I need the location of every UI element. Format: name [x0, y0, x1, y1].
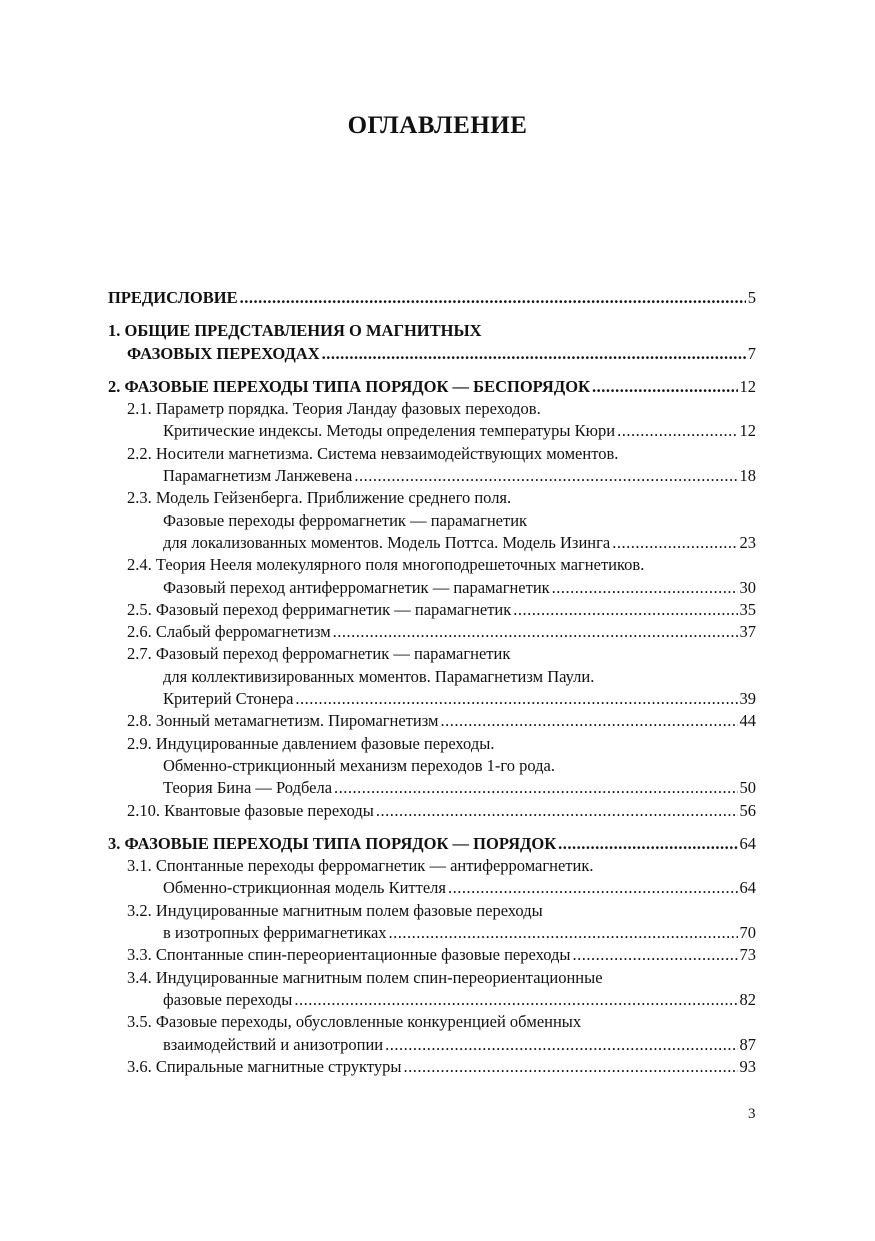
- toc-entry-title: взаимодействий и анизотропии: [163, 1034, 384, 1054]
- toc-page-number: 64: [739, 878, 756, 898]
- toc-entry-2-5[interactable]: [108, 599, 756, 621]
- toc-entry-3-3[interactable]: [108, 944, 756, 966]
- toc-entry-title: 2.4. Теория Нееля молекулярного поля многоподрешеточных магнетиков.: [127, 555, 645, 575]
- dot-leader: [376, 800, 738, 822]
- toc-page-number: 23: [739, 532, 756, 552]
- toc-entry-title: 2.5. Фазовый переход ферримагнетик — парамагнетик: [127, 599, 512, 619]
- toc-page-number: 56: [739, 800, 756, 820]
- dot-leader: [240, 287, 746, 309]
- toc-entry-title: 2.3. Модель Гейзенберга. Приближение среднего поля.: [127, 488, 512, 508]
- toc-entry-title: Критерий Стонера: [163, 689, 294, 709]
- dot-leader: [295, 688, 737, 710]
- toc-entry-title: 3.1. Спонтанные переходы ферромагнетик — антиферромагнетик.: [127, 856, 594, 876]
- toc-entry-title: 2.7. Фазовый переход ферромагнетик — парамагнетик: [127, 644, 511, 664]
- toc-entry-3-6[interactable]: [108, 1056, 756, 1078]
- toc-entry-chapter-1[interactable]: [108, 320, 756, 365]
- toc-entry-2-6[interactable]: [108, 621, 756, 643]
- toc-entry-title: в изотропных ферримагнетиках: [163, 923, 387, 943]
- toc-entry-title: 1. ОБЩИЕ ПРЕДСТАВЛЕНИЯ О МАГНИТНЫХ: [108, 321, 482, 341]
- toc-entry-title: 3. ФАЗОВЫЕ ПЕРЕХОДЫ ТИПА ПОРЯДОК — ПОРЯДОК: [108, 833, 557, 853]
- page-title: ОГЛАВЛЕНИЕ: [347, 112, 528, 139]
- toc-page-number: 87: [739, 1034, 756, 1054]
- toc-entry-title: ПРЕДИСЛОВИЕ: [108, 288, 238, 307]
- toc-entry-preface[interactable]: [108, 287, 756, 309]
- toc-entry-2-9[interactable]: [108, 733, 756, 800]
- toc-entry-title: 3.4. Индуцированные магнитным полем спин-переориентационные: [127, 967, 603, 987]
- toc-entry-chapter-2[interactable]: [108, 376, 756, 398]
- toc-page-number: 37: [739, 622, 756, 642]
- toc-entry-2-8[interactable]: [108, 710, 756, 732]
- toc-entry-title: фазовые переходы: [163, 989, 293, 1009]
- toc-page-number: 82: [739, 989, 756, 1009]
- dot-leader: [558, 833, 737, 855]
- toc-entry-title: Обменно-стрикционная модель Киттеля: [163, 878, 446, 898]
- toc-entry-title: ФАЗОВЫХ ПЕРЕХОДАХ: [127, 343, 320, 363]
- toc-entry-3-5[interactable]: [108, 1011, 756, 1056]
- dot-leader: [294, 989, 737, 1011]
- dot-leader: [552, 577, 738, 599]
- toc-entry-chapter-3[interactable]: [108, 833, 756, 855]
- dot-leader: [617, 420, 737, 442]
- toc-entry-title: для коллективизированных моментов. Парамагнетизм Паули.: [163, 666, 595, 686]
- toc-page-number: 30: [739, 577, 756, 597]
- toc-entry-2-7[interactable]: [108, 643, 756, 710]
- toc-entry-title: 2. ФАЗОВЫЕ ПЕРЕХОДЫ ТИПА ПОРЯДОК — БЕСПОРЯДОК: [108, 376, 590, 396]
- toc-entry-title: Парамагнетизм Ланжевена: [163, 466, 353, 486]
- toc-page-number: 12: [739, 376, 756, 396]
- dot-leader: [448, 877, 738, 899]
- dot-leader: [592, 376, 738, 398]
- toc-page-number: 93: [739, 1056, 756, 1076]
- toc-page-number: 50: [739, 778, 756, 798]
- dot-leader: [334, 777, 737, 799]
- toc-entry-title: Обменно-стрикционный механизм переходов 1-го рода.: [163, 755, 555, 775]
- toc-entry-3-2[interactable]: [108, 900, 756, 945]
- toc-entry-title: 2.1. Параметр порядка. Теория Ландау фазовых переходов.: [127, 399, 541, 419]
- toc-page-number: 7: [747, 343, 756, 363]
- toc-entry-title: Теория Бина — Родбела: [163, 778, 333, 798]
- dot-leader: [389, 922, 738, 944]
- toc-page-number: 18: [739, 466, 756, 486]
- dot-leader: [440, 710, 737, 732]
- toc-entry-title: Фазовые переходы ферромагнетик — парамагнетик: [163, 510, 528, 530]
- dot-leader: [385, 1034, 737, 1056]
- dot-leader: [354, 465, 737, 487]
- toc-entry-title: 2.2. Носители магнетизма. Система невзаимодействующих моментов.: [127, 443, 619, 463]
- toc-entry-3-4[interactable]: [108, 967, 756, 1012]
- dot-leader: [322, 343, 746, 365]
- toc-entry-title: 3.5. Фазовые переходы, обусловленные конкуренцией обменных: [127, 1012, 582, 1032]
- toc-page-number: 44: [739, 711, 756, 731]
- toc-entry-title: Фазовый переход антиферромагнетик — парамагнетик: [163, 577, 550, 597]
- toc-page-number: 12: [739, 421, 756, 441]
- toc-entry-2-1[interactable]: [108, 398, 756, 443]
- dot-leader: [333, 621, 738, 643]
- toc-entry-title: Критические индексы. Методы определения температуры Кюри: [163, 421, 616, 441]
- toc-entry-title: 3.6. Спиральные магнитные структуры: [127, 1056, 402, 1076]
- toc-entry-2-3[interactable]: [108, 487, 756, 554]
- toc-entry-title: 3.3. Спонтанные спин-переориентационные фазовые переходы: [127, 945, 571, 965]
- dot-leader: [612, 532, 737, 554]
- toc-entry-title: 2.9. Индуцированные давлением фазовые переходы.: [127, 733, 495, 753]
- toc-page-number: 5: [747, 288, 756, 307]
- dot-leader: [513, 599, 737, 621]
- toc-page-number: 64: [739, 833, 756, 853]
- dot-leader: [403, 1056, 737, 1078]
- toc-entry-2-2[interactable]: [108, 443, 756, 488]
- toc-page-number: 35: [739, 599, 756, 619]
- toc-entry-title: 3.2. Индуцированные магнитным полем фазовые переходы: [127, 900, 543, 920]
- toc-page-number: 39: [739, 689, 756, 709]
- toc-page-number: 73: [739, 945, 756, 965]
- toc-entry-2-4[interactable]: [108, 554, 756, 599]
- page-number: 3: [748, 1106, 756, 1122]
- toc-entry-2-10[interactable]: [108, 800, 756, 822]
- toc-entry-title: для локализованных моментов. Модель Поттса. Модель Изинга: [163, 532, 611, 552]
- toc-entry-title: 2.6. Слабый ферромагнетизм: [127, 622, 331, 642]
- toc-entry-3-1[interactable]: [108, 855, 756, 900]
- dot-leader: [572, 944, 737, 966]
- table-of-contents: [108, 287, 756, 1078]
- toc-entry-title: 2.10. Квантовые фазовые переходы: [127, 800, 374, 820]
- toc-page-number: 70: [739, 923, 756, 943]
- toc-entry-title: 2.8. Зонный метамагнетизм. Пиромагнетизм: [127, 711, 439, 731]
